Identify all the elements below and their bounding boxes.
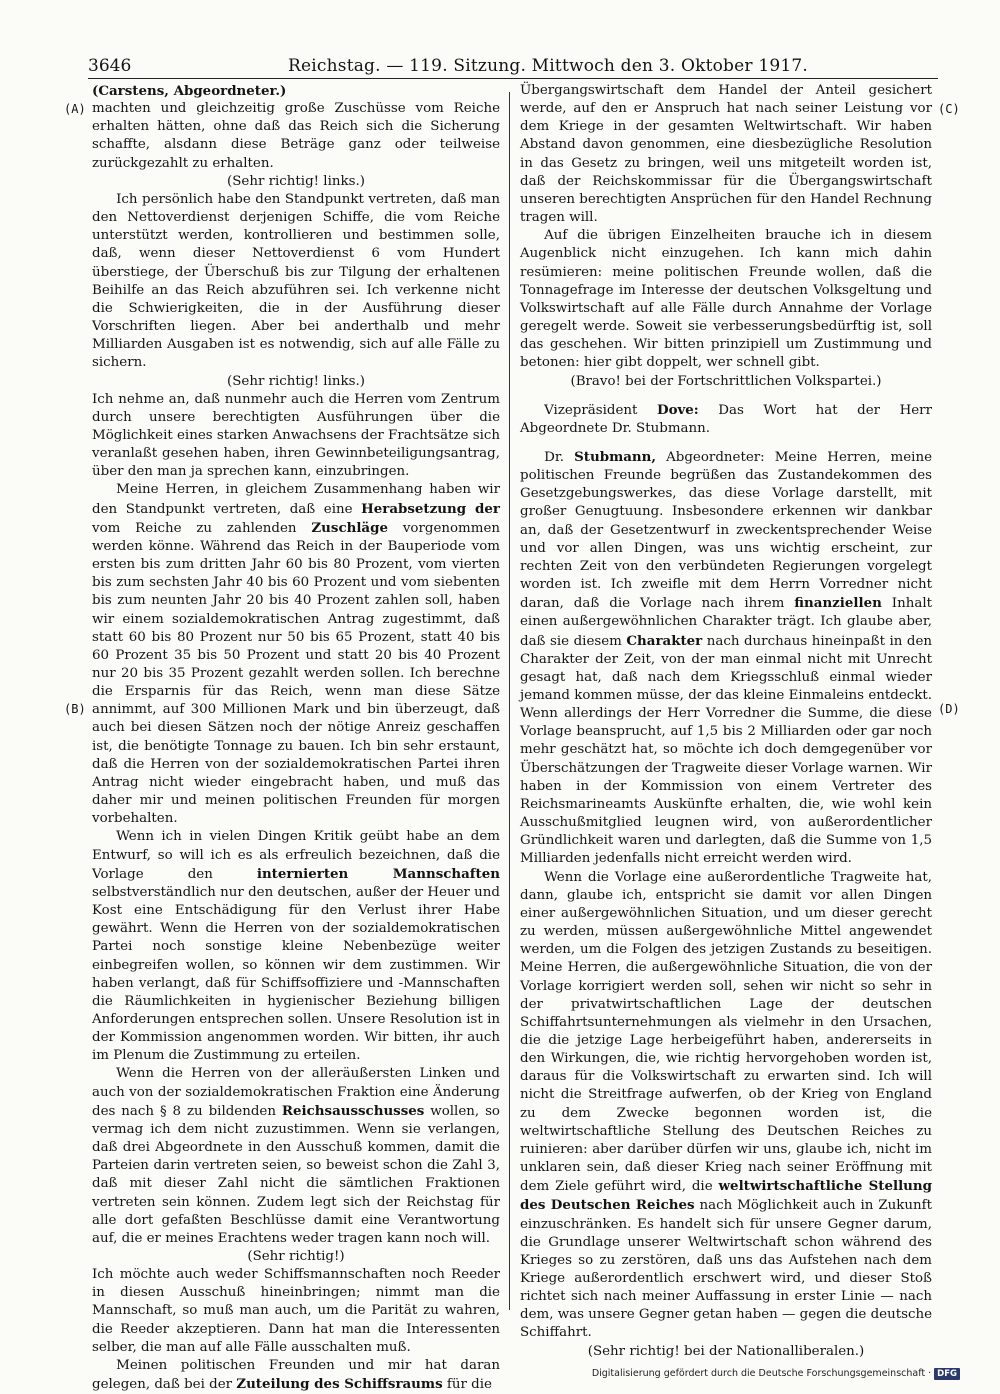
footer <box>592 1368 960 1380</box>
text-run: Meine Herren, in gleichem Zusammenhang haben wir den Standpunkt vertreten, daß eine <box>92 482 500 517</box>
text-run: Dr. <box>544 449 575 465</box>
text-run: vom Reiche zu zahlenden <box>92 520 312 536</box>
text-run: Vizepräsident <box>544 402 657 418</box>
paragraph: Ich möchte auch weder Schiffsmannschaften noch Reeder in diesen Ausschuß hineinbringen; nimmt man die Mannschaft, so muß man auch, um die Parität zu wahren, die Reeder akzeptieren. Dann hat man die Interessenten selber, die man auf alle Fälle ausschalten muß. <box>92 1267 500 1355</box>
page-header <box>88 54 938 79</box>
text-run: wollen, so vermag ich dem nicht zuzustimmen. Wenn sie verlangen, daß drei Abgeordnete in den Ausschuß kommen, damit die Parteien darin vertreten seien, so beweist schon die Zahl 3, daß mit dieser Zahl nicht die sämtlichen Fraktionen vertreten sein können. Zudem legt sich der Reichstag für alle dort gefaßten Beschlüsse damit eine Verantwortung auf, die er meines Erachtens weder tragen kann noch will. <box>92 1103 500 1246</box>
speaker-name: Dove: <box>656 401 699 418</box>
text-run: vorgenommen werden könne. Während das Reich in der Bauperiode vom ersten bis zum dritten Jahr 60 bis 80 Prozent, vom vierten bis zum sechsten Jahr 40 bis 60 Prozent und vom siebenten bis zum neunten Jahr 20 bis 40 Prozent zahlen soll, haben wir einem sozialdemokratischen Antrag zugestimmt, daß statt 60 bis 80 Prozent nur 50 bis 65 Prozent, statt 40 bis 60 Prozent 35 bis 50 Prozent und statt 20 bis 40 Prozent nur 20 bis 35 Prozent gezahlt werden sollen. Ich berechne die Ersparnis für das Reich, wenn man diese Sätze annimmt, auf 300 Millionen Mark und bin überzeugt, daß auch bei diesen Sätzen noch der nötige Anreiz geschaffen ist, die benötigte Tonnage zu bauen. Ich bin sehr erstaunt, daß die Herren von der sozialdemokratischen Partei ihren Antrag nicht wieder eingebracht haben, und muß das daher mir und meinen politischen Freunden für morgen vorbehalten. <box>92 520 500 827</box>
emphasis: Zuschläge <box>311 519 388 536</box>
speaker-name: Stubmann, <box>574 448 657 465</box>
margin-mark-d: (D) <box>938 702 960 716</box>
paragraph <box>92 828 500 1065</box>
paragraph <box>92 1065 500 1248</box>
margin-mark-c: (C) <box>938 102 960 116</box>
text-run: nach Möglichkeit auch in Zukunft einzuschränken. Es handelt sich für unsere Gegner darum, die Grundlage unserer Weltwirtschaft schon während des Krieges so zu zerstören, daß uns das Aufstehen nach dem Kriege außerordentlich erschwert wird, und dieser Stoß richtet sich nach meiner Auffassung in erster Linie — nach dem, was unsere Gegner getan haben — gegen die deutsche Schiffahrt. <box>520 1198 933 1341</box>
paragraph <box>520 869 932 1343</box>
text-run: Das Wort hat der Herr Abgeordnete Dr. Stubmann. <box>520 402 932 436</box>
interjection: (Sehr richtig! links.) <box>227 373 365 389</box>
left-column <box>92 82 500 1393</box>
text-run: Wenn die Herren von der alleräußersten Linken und auch von der sozialdemokratischen Fraktion eine Änderung des nach § 8 zu bildenden <box>92 1066 500 1119</box>
paragraph <box>92 481 500 828</box>
emphasis: Charakter <box>626 632 703 649</box>
column-divider <box>509 92 510 1310</box>
emphasis: internierten Mannschaften <box>256 865 500 882</box>
paragraph: Ich persönlich habe den Standpunkt vertreten, daß man den Nettoverdienst derjenigen Schiffe, die vom Reiche unterstützt werden, kontrollieren und bestimmen solle, daß, wenn dieser Nettoverdienst 6 vom Hundert überstiege, der Überschuß bis zur Tilgung der erhaltenen Beihilfe an das Reich abzuführen sei. Ich verkenne nicht die Schwierigkeiten, die in der Ausführung dieser Vorschriften liegen. Aber bei anderthalb und mehr Milliarden Ausgaben ist es notwendig, sich auf alle Fälle zu sichern. <box>92 191 500 371</box>
running-title: Reichstag. — 119. Sitzung. Mittwoch den 3. Oktober 1917. <box>288 56 808 76</box>
paragraph: Ich nehme an, daß nunmehr auch die Herren vom Zentrum durch unsere berechtigten Ausführungen über die Möglichkeit eines starken Anwachsens der Frachtsätze sich veranlaßt gesehen haben, ihren Gewinnbeteiligungsantrag, über den man ja sprechen kann, einzubringen. <box>92 391 500 480</box>
emphasis: Reichsausschusses <box>281 1102 425 1119</box>
interjection: (Sehr richtig! bei der Nationalliberalen.) <box>587 1343 865 1359</box>
text-run: Wenn ich in vielen Dingen Kritik geübt habe an dem Entwurf, so will ich es als erfreulich bezeichnen, daß die Vorlage den <box>92 829 500 882</box>
paragraph: machten und gleichzeitig große Zuschüsse vom Reiche erhalten hätten, ohne daß das Reich sich die Sicherung schaffte, alsdann diese Beträge ganz oder teilweise zurückgezahlt zu erhalten. <box>92 101 500 171</box>
text-run: nach durchaus hineinpaßt in den Charakter der Zeit, von der man einmal nicht mit Unrecht gesagt hat, daß nach dem Kriegsschluß einmal wieder jemand kommen müsse, der das kleine Einmaleins entdeckt. Wenn allerdings der Herr Vorredner die Summe, die diese Vorlage beansprucht, auf 1,5 bis 2 Milliarden oder gar noch mehr geschätzt hat, so möchte ich doch demgegenüber vor Überschätzungen der Tragweite dieser Vorlage warnen. Wir haben in der Kommission von einem Vertreter des Reichsmarineamts Auskünfte erhalten, die, wie wohl kein Ausschußmitglied leugnen wird, von außerordentlicher Gründlichkeit waren und darlegten, daß die Summe von 1,5 Milliarden jedenfalls nicht erreicht werden wird. <box>520 633 932 867</box>
paragraph <box>92 1357 500 1394</box>
emphasis: Herabsetzung der <box>361 500 500 517</box>
margin-mark-a: (A) <box>64 102 86 116</box>
text-run: selbstverständlich nur den deutschen, außer der Heuer und Kost eine Entschädigung für den Verlust ihrer Habe gewährt. Wenn die Herren von der sozialdemokratischen Partei noch sonstige kleine Nebenbezüge weiter einbegreifen wollen, so können wir dem zustimmen. Wir haben verlangt, daß für Schiffsoffiziere und -Mannschaften die Räumlichkeiten in hygienischer Beziehung billigen Anforderungen entsprechen sollen. Unsere Resolution ist in der Kommission angenommen worden. Wir bitten, ihr auch im Plenum die Zustimmung zu erteilen. <box>92 884 500 1064</box>
emphasis: finanziellen <box>794 595 882 612</box>
page-number: 3646 <box>88 56 132 76</box>
interjection: (Sehr richtig!) <box>247 1249 345 1264</box>
dfg-logo: DFG <box>934 1368 960 1380</box>
margin-mark-b: (B) <box>64 702 86 716</box>
emphasis: weltwirtschaftliche Stellung des Deutschen Reiches <box>520 1178 932 1214</box>
paragraph: Übergangswirtschaft dem Handel der Anteil gesichert werde, auf den er Anspruch hat nach seiner Leistung vor dem Kriege in der gesamten Weltwirtschaft. Wir haben Abstand davon genommen, eine diesbezügliche Resolution in das Gesetz zu bringen, weil uns mitgeteilt worden ist, daß der Reichskommissar für die Übergangswirtschaft unseren berechtigten Ansprüchen für den Handel Rechnung tragen will. <box>520 83 932 226</box>
text-run: für die <box>442 1377 492 1393</box>
emphasis: Zuteilung des Schiffsraums <box>236 1376 443 1393</box>
interjection: (Bravo! bei der Fortschrittlichen Volkspartei.) <box>570 373 882 389</box>
paragraph <box>520 448 932 869</box>
right-column <box>520 82 933 1359</box>
paragraph: Auf die übrigen Einzelheiten brauche ich in diesem Augenblick nicht einzugehen. Ich kann mich dahin resümieren: meine politischen Freunde wollen, daß die Tonnagefrage im Interesse der deutschen Volksgeltung und Volkswirtschaft auf alle Fälle durch Annahme der Vorlage geregelt werde. Soweit sie verbesserungsbedürftig ist, soll das geschehen. Wir bitten prinzipiell um Zustimmung und betonen: hier gibt doppelt, wer schnell gibt. <box>520 228 932 371</box>
text-run: Meinen politischen Freunden und mir hat daran gelegen, daß bei der <box>92 1357 500 1393</box>
footer-text: Digitalisierung gefördert durch die Deutsche Forschungsgemeinschaft · <box>591 1368 932 1379</box>
interjection: (Sehr richtig! links.) <box>227 173 365 189</box>
text-run: Abgeordneter: Meine Herren, meine politischen Freunde begrüßen das Zustandekommen des Gesetzgebungswerkes, das diese Vorlage darstellt, mit großer Genugtuung. Insbesondere erkennen wir dankbar an, daß der Gesetzentwurf in zweckentsprechender Weise und vor allen Dingen, was uns wichtig erscheint, zur rechten Zeit von den verbündeten Regierungen vorgelegt worden ist. Ich zweifle mit dem Herrn Vorredner nicht daran, daß die Vorlage nach ihrem <box>520 449 932 612</box>
text-run: Wenn die Vorlage eine außerordentliche Tragweite hat, dann, glaube ich, entspricht sie damit vor allen Dingen einer außergewöhnlichen Situation, und um dieser gerecht zu werden, müssen außergewöhnliche Mittel angewendet werden, um die Folgen des jetzigen Zustands zu beseitigen. Meine Herren, die außergewöhnliche Situation, die von der Vorlage korrigiert werden soll, sehen wir nicht so sehr in der privatwirtschaftlichen Lage der deutschen Schiffahrtsunternehmungen als vielmehr in den Ursachen, die die jetzige Lage herbeigeführt haben, andererseits in den Wirkungen, die, wie richtig hervorgehoben worden ist, daraus für die Volkswirtschaft zu erwarten sind. Ich will nicht die Streitfrage aufwerfen, ob der Krieg von England zu dem Zwecke begonnen worden ist, die weltwirtschaftliche Stellung des Deutschen Reiches zu ruinieren: aber darüber dürfen wir uns, glaube ich, nicht im unklaren sein, daß dieser Krieg nach seiner Eröffnung mit dem Ziele geführt wird, die <box>520 869 932 1195</box>
speaker-note: (Carstens, Abgeordneter.) <box>92 83 287 99</box>
paragraph <box>520 401 932 438</box>
text-run: Inhalt einen außergewöhnlichen Charakter trägt. Ich glaube aber, daß sie diesem <box>520 596 932 649</box>
